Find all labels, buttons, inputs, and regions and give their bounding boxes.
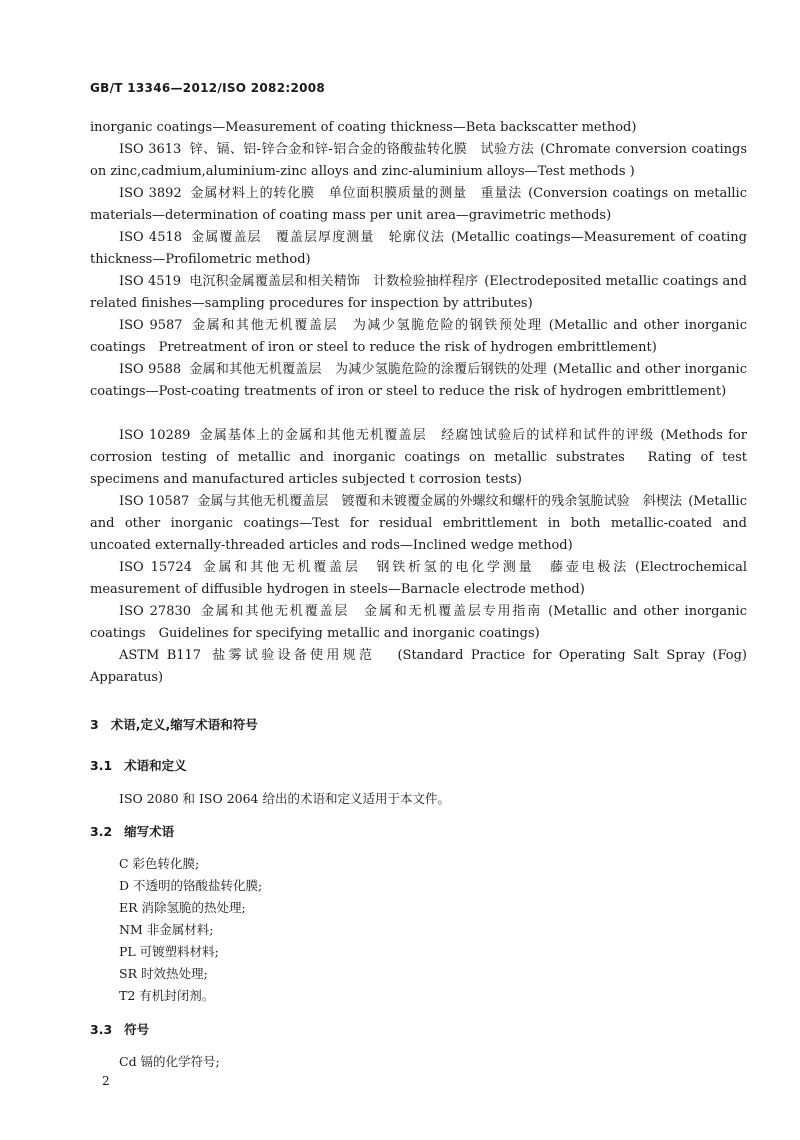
section-3-3-heading bbox=[90, 1020, 149, 1038]
reference-item bbox=[90, 557, 747, 601]
reference-code: ISO 27830 bbox=[119, 604, 192, 619]
reference-title-cn: 金属基体上的金属和其他无机覆盖层 经腐蚀试验后的试样和试件的评级 bbox=[198, 428, 655, 443]
abbreviation-item: D 不透明的铬酸盐转化膜; bbox=[119, 878, 263, 893]
reference-title-cn: 金属和其他无机覆盖层 金属和无机覆盖层专用指南 bbox=[199, 604, 543, 619]
section-3-1-heading bbox=[90, 756, 187, 774]
reference-title-en: (Metallic and other inorganic coatings Pretreatment of iron or steel to reduce the risk of hydrogen embrittlement) bbox=[90, 318, 747, 355]
reference-title-en: (Methods for corrosion testing of metallic and inorganic coatings on metallic substrates Rating of test specimens and manufactured articles subjected t corrosion tests) bbox=[90, 428, 747, 487]
reference-continuation: inorganic coatings—Measurement of coating thickness—Beta backscatter method) bbox=[90, 120, 637, 135]
reference-title-en: (Chromate conversion coatings on zinc,cadmium,aluminium-zinc alloys and zinc-aluminium alloys—Test methods ) bbox=[90, 142, 747, 179]
reference-item bbox=[90, 491, 747, 557]
reference-title-cn: 金属和其他无机覆盖层 为减少氢脆危险的涂覆后钢铁的处理 bbox=[189, 362, 547, 377]
reference-title-en: (Metallic and other inorganic coatings Guidelines for specifying metallic and inorganic coatings) bbox=[90, 604, 747, 641]
reference-code: ISO 4518 bbox=[119, 230, 183, 245]
reference-code: ASTM B117 bbox=[119, 648, 202, 663]
reference-title-en: (Metallic coatings—Measurement of coating thickness—Profilometric method) bbox=[90, 230, 747, 267]
reference-code: ISO 10587 bbox=[119, 494, 190, 509]
section-title: 术语,定义,缩写术语和符号 bbox=[110, 717, 258, 732]
section-title: 术语和定义 bbox=[124, 758, 187, 773]
reference-item bbox=[90, 227, 747, 271]
reference-title-en: (Electrochemical measurement of diffusible hydrogen in steels—Barnacle electrode method) bbox=[90, 560, 747, 597]
abbreviation-item: T2 有机封闭剂。 bbox=[119, 988, 215, 1003]
reference-item bbox=[90, 139, 747, 183]
abbreviation-item: ER 消除氢脆的热处理; bbox=[119, 900, 246, 915]
reference-title-cn: 锌、镉、铝-锌合金和锌-铝合金的铬酸盐转化膜 试验方法 bbox=[189, 142, 535, 157]
reference-code: ISO 15724 bbox=[119, 560, 192, 575]
reference-code: ISO 10289 bbox=[119, 428, 191, 443]
section-number: 3.2 bbox=[90, 824, 113, 839]
abbreviation-item: C 彩色转化膜; bbox=[119, 856, 200, 871]
reference-item bbox=[90, 425, 747, 491]
section-number: 3 bbox=[90, 717, 99, 732]
abbreviation-item: SR 时效热处理; bbox=[119, 966, 208, 981]
reference-title-en: (Conversion coatings on metallic materials—determination of coating mass per unit area—gravimetric methods) bbox=[90, 186, 747, 223]
section-title: 符号 bbox=[124, 1022, 150, 1037]
symbol-item: Cd 镉的化学符号; bbox=[119, 1054, 220, 1069]
reference-code: ISO 9588 bbox=[119, 362, 182, 377]
reference-title-cn: 金属覆盖层 覆盖层厚度测量 轮廓仪法 bbox=[190, 230, 445, 245]
reference-title-en: (Standard Practice for Operating Salt Spray (Fog) Apparatus) bbox=[90, 648, 747, 685]
reference-title-en: (Electrodeposited metallic coatings and related finishes—sampling procedures for inspection by attributes) bbox=[90, 274, 747, 311]
reference-item bbox=[90, 601, 747, 645]
reference-title-cn: 电沉积金属覆盖层和相关精饰 计数检验抽样程序 bbox=[189, 274, 479, 289]
reference-title-cn: 金属材料上的转化膜 单位面积膜质量的测量 重量法 bbox=[189, 186, 523, 201]
reference-item bbox=[90, 359, 747, 403]
reference-title-cn: 金属与其他无机覆盖层 镀覆和未镀覆金属的外螺纹和螺杆的残余氢脆试验 斜楔法 bbox=[197, 494, 683, 509]
section-3-heading bbox=[90, 715, 258, 733]
reference-code: ISO 3892 bbox=[119, 186, 182, 201]
document-header: GB/T 13346—2012/ISO 2082:2008 bbox=[90, 81, 326, 95]
reference-item bbox=[90, 271, 747, 315]
reference-code: ISO 4519 bbox=[119, 274, 182, 289]
section-number: 3.1 bbox=[90, 758, 113, 773]
reference-item bbox=[90, 183, 747, 227]
section-3-1-text: ISO 2080 和 ISO 2064 给出的术语和定义适用于本文件。 bbox=[119, 791, 450, 806]
page-number: 2 bbox=[102, 1074, 110, 1088]
abbreviation-item: PL 可镀塑料材料; bbox=[119, 944, 219, 959]
reference-title-cn: 盐雾试验设备使用规范 bbox=[209, 648, 376, 663]
section-number: 3.3 bbox=[90, 1022, 113, 1037]
reference-title-cn: 金属和其他无机覆盖层 钢铁析氢的电化学测量 藤壶电极法 bbox=[199, 560, 630, 575]
reference-code: ISO 3613 bbox=[119, 142, 182, 157]
reference-code: ISO 9587 bbox=[119, 318, 183, 333]
reference-title-en: (Metallic and other inorganic coatings—Post-coating treatments of iron or steel to reduce the risk of hydrogen embrittlement) bbox=[90, 362, 747, 399]
reference-item bbox=[90, 645, 747, 689]
reference-title-cn: 金属和其他无机覆盖层 为减少氢脆危险的钢铁预处理 bbox=[190, 318, 543, 333]
section-3-2-heading bbox=[90, 822, 174, 840]
reference-item bbox=[90, 315, 747, 359]
section-title: 缩写术语 bbox=[124, 824, 175, 839]
abbreviation-item: NM 非金属材料; bbox=[119, 922, 214, 937]
reference-title-en: (Metallic and other inorganic coatings—Test for residual embrittlement in both metallic-coated and uncoated externally-threaded articles and rods—Inclined wedge method) bbox=[90, 494, 747, 553]
